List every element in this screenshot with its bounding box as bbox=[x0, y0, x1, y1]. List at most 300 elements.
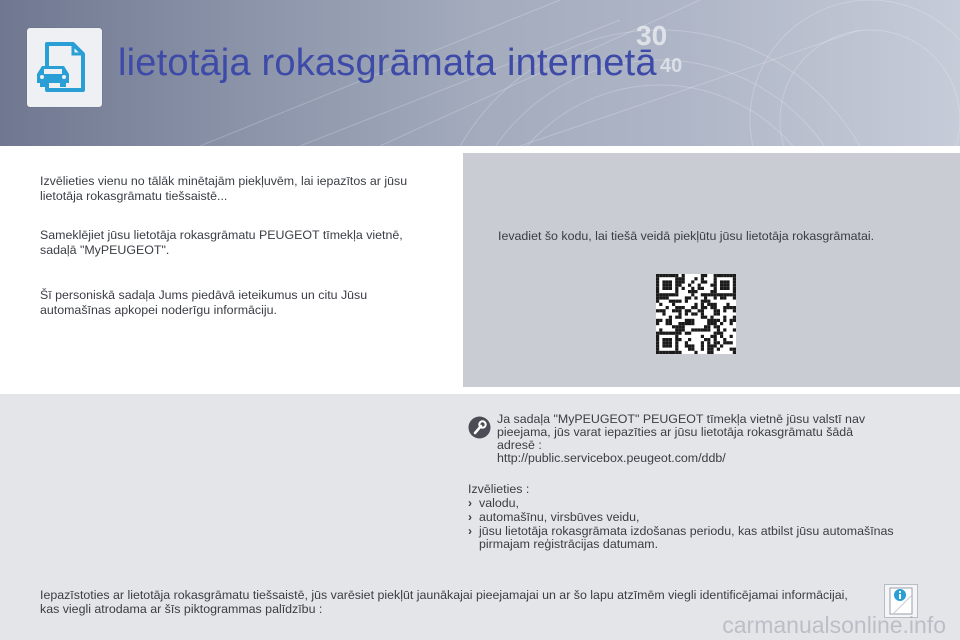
qr-module bbox=[688, 290, 691, 293]
qr-module bbox=[714, 296, 717, 299]
qr-module bbox=[701, 344, 704, 347]
qr-module bbox=[678, 322, 681, 325]
qr-module bbox=[714, 332, 717, 335]
qr-module bbox=[720, 296, 723, 299]
qr-module bbox=[723, 296, 726, 299]
qr-module bbox=[723, 287, 726, 290]
page-title: lietotāja rokasgrāmata internetā bbox=[118, 42, 657, 84]
qr-module bbox=[685, 309, 688, 312]
qr-module bbox=[666, 296, 669, 299]
qr-module bbox=[656, 335, 659, 338]
qr-module bbox=[691, 312, 694, 315]
qr-module bbox=[701, 328, 704, 331]
qr-module bbox=[678, 277, 681, 280]
qr-module bbox=[666, 287, 669, 290]
qr-module bbox=[701, 300, 704, 303]
qr-module bbox=[707, 300, 710, 303]
qr-module bbox=[675, 341, 678, 344]
qr-module bbox=[682, 274, 685, 277]
qr-module bbox=[669, 344, 672, 347]
qr-module bbox=[698, 284, 701, 287]
qr-module bbox=[701, 309, 704, 312]
qr-module bbox=[656, 280, 659, 283]
qr-module bbox=[710, 303, 713, 306]
qr-module bbox=[730, 335, 733, 338]
qr-module bbox=[704, 293, 707, 296]
qr-module bbox=[720, 287, 723, 290]
qr-module bbox=[723, 328, 726, 331]
qr-module bbox=[698, 328, 701, 331]
qr-module bbox=[691, 348, 694, 351]
qr-module bbox=[662, 312, 665, 315]
qr-module bbox=[726, 284, 729, 287]
qr-module bbox=[714, 344, 717, 347]
qr-module bbox=[733, 274, 736, 277]
qr-module bbox=[720, 344, 723, 347]
qr-module bbox=[672, 332, 675, 335]
qr-module bbox=[666, 332, 669, 335]
qr-module bbox=[717, 328, 720, 331]
qr-module bbox=[733, 328, 736, 331]
qr-module bbox=[714, 293, 717, 296]
qr-module bbox=[672, 274, 675, 277]
qr-module bbox=[662, 351, 665, 354]
qr-module bbox=[688, 322, 691, 325]
list-item bbox=[468, 525, 938, 551]
qr-module bbox=[669, 338, 672, 341]
qr-module bbox=[656, 293, 659, 296]
qr-module bbox=[656, 319, 659, 322]
qr-module bbox=[710, 293, 713, 296]
dial-label-40: 40 bbox=[660, 55, 683, 77]
qr-module bbox=[714, 322, 717, 325]
qr-module bbox=[678, 312, 681, 315]
qr-module bbox=[678, 328, 681, 331]
qr-module bbox=[691, 306, 694, 309]
qr-module bbox=[656, 309, 659, 312]
qr-module bbox=[733, 319, 736, 322]
qr-module bbox=[733, 290, 736, 293]
qr-module bbox=[675, 306, 678, 309]
qr-module bbox=[714, 277, 717, 280]
qr-module bbox=[730, 293, 733, 296]
qr-module bbox=[710, 319, 713, 322]
qr-module bbox=[733, 296, 736, 299]
qr-module bbox=[672, 300, 675, 303]
qr-module bbox=[682, 328, 685, 331]
qr-module bbox=[726, 306, 729, 309]
servicebox-url-link[interactable]: http://public.servicebox.peugeot.com/ddb/ bbox=[497, 451, 726, 465]
qr-module bbox=[710, 335, 713, 338]
qr-module bbox=[656, 287, 659, 290]
qr-module bbox=[675, 300, 678, 303]
qr-module bbox=[685, 341, 688, 344]
qr-module bbox=[720, 322, 723, 325]
qr-module bbox=[675, 287, 678, 290]
qr-module bbox=[669, 287, 672, 290]
qr-module bbox=[733, 284, 736, 287]
qr-module bbox=[678, 351, 681, 354]
qr-module bbox=[710, 344, 713, 347]
qr-module bbox=[675, 280, 678, 283]
qr-module bbox=[701, 280, 704, 283]
qr-module bbox=[666, 319, 669, 322]
qr-module bbox=[704, 338, 707, 341]
qr-module bbox=[675, 293, 678, 296]
qr-module bbox=[723, 293, 726, 296]
qr-module bbox=[714, 290, 717, 293]
qr-module bbox=[698, 309, 701, 312]
qr-module bbox=[694, 351, 697, 354]
qr-module bbox=[675, 348, 678, 351]
qr-module bbox=[688, 296, 691, 299]
qr-module bbox=[704, 328, 707, 331]
chevron-right-icon: › bbox=[468, 510, 472, 524]
qr-module bbox=[720, 293, 723, 296]
qr-module bbox=[685, 344, 688, 347]
note-line: Ja sadaļa "MyPEUGEOT" PEUGEOT tīmekļa vietnē jūsu valstī nav bbox=[497, 412, 866, 426]
qr-module bbox=[675, 325, 678, 328]
qr-module bbox=[701, 303, 704, 306]
qr-module bbox=[669, 322, 672, 325]
qr-module bbox=[714, 287, 717, 290]
qr-module bbox=[733, 348, 736, 351]
chevron-right-icon: › bbox=[468, 524, 472, 538]
qr-module bbox=[669, 316, 672, 319]
qr-module bbox=[714, 341, 717, 344]
car-document-icon bbox=[27, 28, 102, 107]
qr-module bbox=[656, 338, 659, 341]
qr-module bbox=[682, 322, 685, 325]
note-line: adresē : bbox=[497, 438, 542, 452]
qr-module bbox=[723, 341, 726, 344]
qr-module bbox=[720, 274, 723, 277]
qr-module bbox=[691, 293, 694, 296]
qr-module bbox=[733, 351, 736, 354]
qr-module bbox=[694, 290, 697, 293]
qr-module bbox=[656, 322, 659, 325]
qr-module bbox=[662, 280, 665, 283]
qr-module bbox=[656, 277, 659, 280]
qr-module bbox=[733, 287, 736, 290]
qr-module bbox=[694, 328, 697, 331]
qr-module bbox=[733, 280, 736, 283]
qr-module bbox=[717, 319, 720, 322]
qr-module bbox=[678, 325, 681, 328]
qr-module bbox=[720, 280, 723, 283]
qr-module bbox=[666, 306, 669, 309]
qr-module bbox=[662, 344, 665, 347]
qr-module bbox=[656, 351, 659, 354]
qr-module bbox=[726, 293, 729, 296]
list-item-text: automašīnu, virsbūves veidu, bbox=[479, 510, 640, 524]
qr-module bbox=[659, 293, 662, 296]
qr-module bbox=[682, 280, 685, 283]
qr-module bbox=[701, 348, 704, 351]
qr-module bbox=[656, 300, 659, 303]
bottom-info-text: Iepazīstoties ar lietotāja rokasgrāmatu tiešsaistē, jūs varēsiet piekļūt jaunākajai pieejamajai un ar šo lapu atzīmēm viegli identificējamai informācijai, kas viegli atrodama ar šīs piktogrammas palīdzību : bbox=[40, 588, 848, 616]
qr-module bbox=[666, 322, 669, 325]
qr-module bbox=[691, 290, 694, 293]
qr-module bbox=[714, 284, 717, 287]
qr-module bbox=[698, 287, 701, 290]
qr-module bbox=[678, 309, 681, 312]
qr-module bbox=[662, 332, 665, 335]
qr-module bbox=[733, 293, 736, 296]
qr-module bbox=[714, 325, 717, 328]
qr-module bbox=[675, 274, 678, 277]
qr-module bbox=[675, 351, 678, 354]
qr-module bbox=[666, 274, 669, 277]
qr-module bbox=[669, 280, 672, 283]
qr-module bbox=[730, 306, 733, 309]
qr-module bbox=[723, 284, 726, 287]
qr-module bbox=[678, 338, 681, 341]
qr-module bbox=[659, 296, 662, 299]
qr-module bbox=[691, 280, 694, 283]
qr-module bbox=[710, 348, 713, 351]
dial-label-30: 30 bbox=[636, 20, 668, 51]
qr-module bbox=[656, 290, 659, 293]
qr-module bbox=[707, 322, 710, 325]
qr-module bbox=[707, 328, 710, 331]
qr-module bbox=[672, 309, 675, 312]
qr-module bbox=[656, 274, 659, 277]
qr-module bbox=[704, 316, 707, 319]
qr-module bbox=[710, 316, 713, 319]
qr-module bbox=[723, 309, 726, 312]
qr-module bbox=[717, 348, 720, 351]
qr-module bbox=[730, 348, 733, 351]
qr-module bbox=[701, 341, 704, 344]
qr-module bbox=[701, 277, 704, 280]
qr-module bbox=[733, 316, 736, 319]
qr-module bbox=[701, 274, 704, 277]
qr-module bbox=[669, 300, 672, 303]
qr-module bbox=[694, 312, 697, 315]
qr-module bbox=[662, 309, 665, 312]
qr-module bbox=[669, 319, 672, 322]
qr-module bbox=[717, 332, 720, 335]
intro-paragraph: Izvēlieties vienu no tālāk minētajām piekļuvēm, lai iepazītos ar jūsu lietotāja rokasgrāmatu tiešsaistē... bbox=[40, 174, 408, 203]
qr-module bbox=[662, 293, 665, 296]
qr-module bbox=[678, 306, 681, 309]
qr-module bbox=[707, 325, 710, 328]
wrench-info-icon bbox=[468, 416, 491, 439]
qr-module bbox=[723, 274, 726, 277]
list-item-text: valodu, bbox=[479, 496, 519, 510]
qr-module bbox=[726, 280, 729, 283]
qr-module bbox=[714, 303, 717, 306]
qr-module bbox=[717, 325, 720, 328]
qr-module bbox=[682, 306, 685, 309]
qr-module bbox=[707, 348, 710, 351]
qr-module bbox=[669, 274, 672, 277]
header-banner bbox=[0, 0, 960, 146]
website-paragraph: Sameklējiet jūsu lietotāja rokasgrāmatu PEUGEOT tīmekļa vietnē, sadaļā "MyPEUGEOT". bbox=[40, 228, 403, 257]
qr-module bbox=[694, 296, 697, 299]
qr-module bbox=[669, 332, 672, 335]
qr-module bbox=[678, 300, 681, 303]
qr-module bbox=[675, 332, 678, 335]
qr-module bbox=[730, 341, 733, 344]
qr-module bbox=[662, 296, 665, 299]
qr-module bbox=[704, 274, 707, 277]
qr-module bbox=[691, 319, 694, 322]
qr-module bbox=[701, 335, 704, 338]
qr-module bbox=[717, 274, 720, 277]
qr-module bbox=[682, 325, 685, 328]
note-line: pieejama, jūs varat iepazīties ar jūsu lietotāja rokasgrāmatu šādā bbox=[497, 425, 854, 439]
qr-module bbox=[707, 344, 710, 347]
qr-module bbox=[720, 332, 723, 335]
qr-module bbox=[688, 332, 691, 335]
qr-module bbox=[714, 338, 717, 341]
qr-module bbox=[678, 316, 681, 319]
qr-module bbox=[675, 277, 678, 280]
qr-module bbox=[675, 328, 678, 331]
qr-module bbox=[704, 306, 707, 309]
fallback-note bbox=[497, 413, 917, 465]
qr-module bbox=[714, 312, 717, 315]
qr-module bbox=[659, 351, 662, 354]
qr-module bbox=[678, 332, 681, 335]
qr-module bbox=[688, 338, 691, 341]
qr-module bbox=[701, 293, 704, 296]
qr-module bbox=[710, 351, 713, 354]
qr-module bbox=[704, 300, 707, 303]
qr-module bbox=[659, 332, 662, 335]
qr-module bbox=[659, 309, 662, 312]
qr-module bbox=[717, 341, 720, 344]
qr-module bbox=[723, 316, 726, 319]
list-item bbox=[468, 497, 938, 510]
qr-module bbox=[726, 274, 729, 277]
qr-module bbox=[701, 306, 704, 309]
qr-module bbox=[685, 296, 688, 299]
qr-module bbox=[682, 287, 685, 290]
qr-module bbox=[730, 322, 733, 325]
qr-module bbox=[662, 338, 665, 341]
qr-module bbox=[669, 284, 672, 287]
qr-module bbox=[701, 312, 704, 315]
qr-module bbox=[669, 341, 672, 344]
watermark: carmanualsonline.info bbox=[722, 612, 946, 638]
qr-module bbox=[666, 344, 669, 347]
qr-module bbox=[675, 316, 678, 319]
qr-module bbox=[685, 332, 688, 335]
qr-module bbox=[672, 325, 675, 328]
qr-module bbox=[659, 274, 662, 277]
qr-module bbox=[656, 344, 659, 347]
chevron-right-icon: › bbox=[468, 496, 472, 510]
qr-module bbox=[723, 280, 726, 283]
qr-module bbox=[672, 293, 675, 296]
qr-module bbox=[662, 274, 665, 277]
qr-module bbox=[710, 290, 713, 293]
qr-module bbox=[714, 306, 717, 309]
qr-module bbox=[662, 287, 665, 290]
qr-module bbox=[675, 284, 678, 287]
qr-module bbox=[659, 303, 662, 306]
qr-module bbox=[666, 338, 669, 341]
qr-module bbox=[717, 293, 720, 296]
qr-module bbox=[675, 335, 678, 338]
qr-module bbox=[685, 300, 688, 303]
qr-module bbox=[714, 309, 717, 312]
qr-module bbox=[707, 341, 710, 344]
list-item-text: jūsu lietotāja rokasgrāmata izdošanas periodu, kas atbilst jūsu automašīnas pirmajam reģistrācijas datumam. bbox=[479, 524, 894, 551]
qr-module bbox=[685, 312, 688, 315]
qr-module bbox=[656, 296, 659, 299]
qr-module bbox=[707, 303, 710, 306]
qr-module bbox=[730, 274, 733, 277]
qr-module bbox=[688, 319, 691, 322]
qr-module bbox=[733, 309, 736, 312]
qr-code-icon[interactable] bbox=[656, 274, 736, 354]
qr-module bbox=[672, 351, 675, 354]
qr-module bbox=[675, 344, 678, 347]
qr-module bbox=[666, 293, 669, 296]
qr-module bbox=[685, 319, 688, 322]
qr-module bbox=[707, 293, 710, 296]
qr-module bbox=[707, 319, 710, 322]
qr-module bbox=[704, 296, 707, 299]
qr-module bbox=[662, 284, 665, 287]
choose-label: Izvēlieties : bbox=[468, 482, 530, 496]
qr-module bbox=[726, 341, 729, 344]
qr-instruction: Ievadiet šo kodu, lai tiešā veidā piekļūtu jūsu lietotāja rokasgrāmatai. bbox=[498, 229, 875, 243]
qr-module bbox=[726, 287, 729, 290]
personal-section-paragraph: Šī personiskā sadaļa Jums piedāvā ieteikumus un citu Jūsu automašīnas apkopei noderīgu informāciju. bbox=[40, 288, 368, 317]
qr-module bbox=[723, 319, 726, 322]
qr-module bbox=[710, 322, 713, 325]
qr-module bbox=[691, 344, 694, 347]
qr-module bbox=[704, 325, 707, 328]
choose-list bbox=[468, 497, 938, 552]
qr-module bbox=[733, 277, 736, 280]
qr-module bbox=[710, 306, 713, 309]
qr-module bbox=[669, 351, 672, 354]
qr-module bbox=[656, 284, 659, 287]
qr-module bbox=[707, 351, 710, 354]
qr-module bbox=[662, 341, 665, 344]
qr-module bbox=[678, 284, 681, 287]
qr-module bbox=[714, 335, 717, 338]
qr-module bbox=[688, 344, 691, 347]
qr-module bbox=[714, 319, 717, 322]
qr-module bbox=[691, 328, 694, 331]
qr-module bbox=[656, 341, 659, 344]
qr-module bbox=[720, 335, 723, 338]
qr-module bbox=[723, 306, 726, 309]
qr-module bbox=[691, 287, 694, 290]
qr-panel bbox=[463, 153, 960, 387]
qr-module bbox=[720, 284, 723, 287]
qr-module bbox=[701, 287, 704, 290]
qr-module bbox=[723, 338, 726, 341]
list-item bbox=[468, 511, 938, 524]
qr-module bbox=[691, 322, 694, 325]
qr-module bbox=[656, 332, 659, 335]
qr-module bbox=[666, 280, 669, 283]
qr-module bbox=[675, 309, 678, 312]
qr-module bbox=[694, 303, 697, 306]
qr-module bbox=[688, 284, 691, 287]
qr-module bbox=[714, 280, 717, 283]
qr-module bbox=[710, 284, 713, 287]
qr-module bbox=[688, 348, 691, 351]
